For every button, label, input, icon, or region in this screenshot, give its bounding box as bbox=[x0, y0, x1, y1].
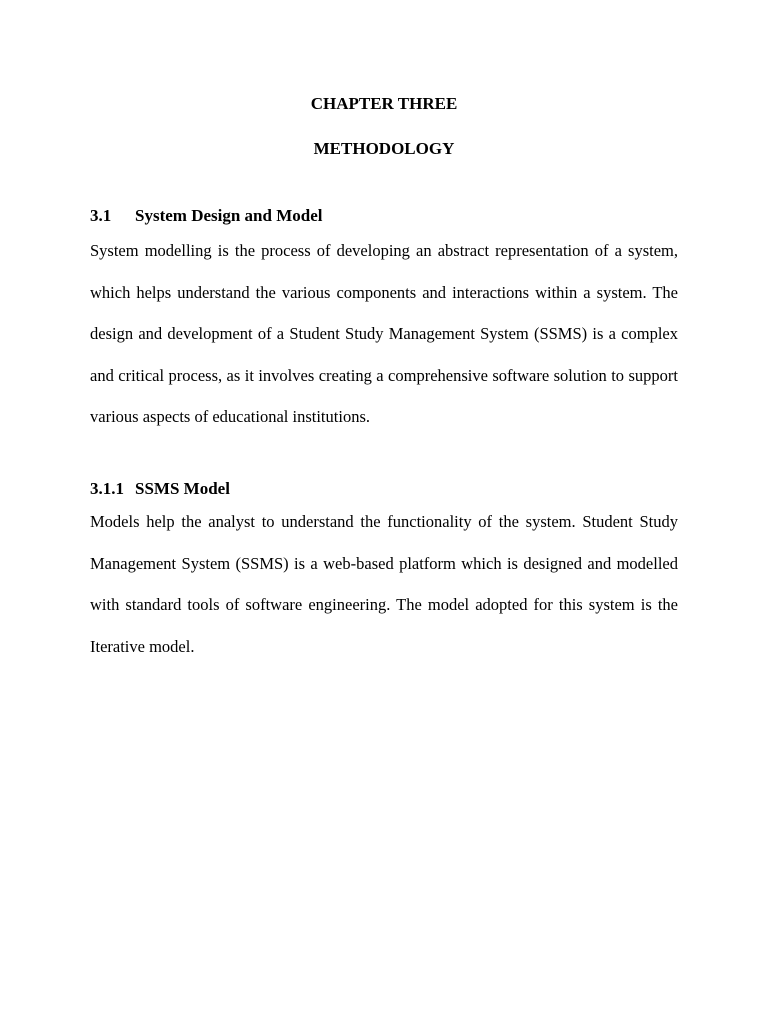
section-3-1-1-heading bbox=[90, 479, 230, 499]
section-3-1-paragraph: System modelling is the process of developing an abstract representation of a system, which helps understand the various components and interactions within a system. The design and development of a Student Study Management System (SSMS) is a complex and critical process, as it involves creating a comprehensive software solution to support various aspects of educational institutions. bbox=[90, 241, 678, 426]
chapter-title-heading: METHODOLOGY bbox=[313, 139, 455, 158]
section-3-1-1-paragraph: Models help the analyst to understand the functionality of the system. Student Study Management System (SSMS) is a web-based platform which is designed and modelled with standard tools of software engineering. The model adopted for this system is the Iterative model. bbox=[90, 512, 678, 656]
section-3-1-1-number: 3.1.1 bbox=[90, 479, 124, 498]
section-3-1-number: 3.1 bbox=[90, 206, 112, 225]
section-3-1-heading bbox=[90, 206, 322, 226]
chapter-number-heading: CHAPTER THREE bbox=[310, 94, 458, 113]
section-3-1-1-title: SSMS Model bbox=[135, 479, 230, 498]
section-3-1-title: System Design and Model bbox=[135, 206, 323, 225]
